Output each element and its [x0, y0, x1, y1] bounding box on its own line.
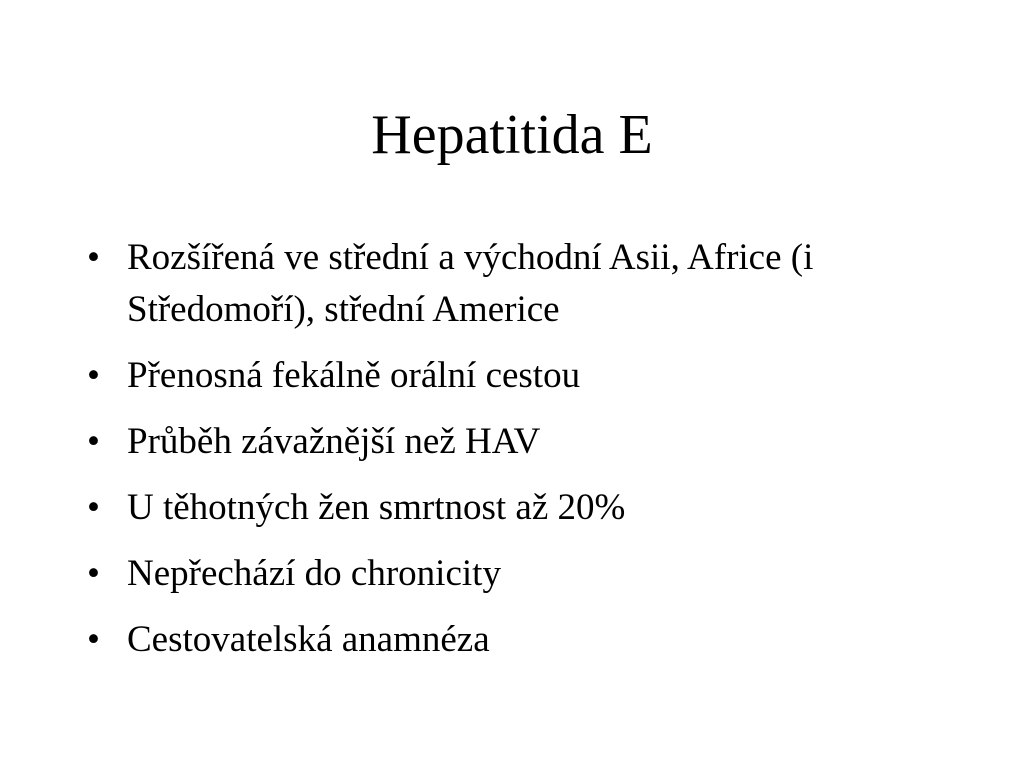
bullet-dot-icon: •: [87, 421, 100, 462]
bullet-text: Přenosná fekálně orální cestou: [127, 355, 581, 396]
bullet-item: [87, 416, 957, 468]
bullet-dot-icon: •: [87, 553, 100, 594]
bullet-text: Nepřechází do chronicity: [127, 553, 501, 594]
bullet-item: [87, 232, 957, 336]
bullet-dot-icon: •: [87, 237, 100, 278]
bullet-item: [87, 350, 957, 402]
bullet-text: U těhotných žen smrtnost až 20%: [127, 487, 626, 528]
bullet-dot-icon: •: [87, 355, 100, 396]
slide-title: Hepatitida E: [371, 104, 653, 166]
bullet-item: [87, 614, 957, 666]
bullet-dot-icon: •: [87, 619, 100, 660]
bullet-list: [87, 232, 957, 680]
bullet-item: [87, 482, 957, 534]
bullet-item: [87, 548, 957, 600]
bullet-dot-icon: •: [87, 487, 100, 528]
bullet-text: Cestovatelská anamnéza: [127, 619, 490, 660]
bullet-text: Rozšířená ve střední a východní Asii, Africe (i Středomoří), střední Americe: [127, 237, 814, 330]
bullet-text: Průběh závažnější než HAV: [127, 421, 541, 462]
